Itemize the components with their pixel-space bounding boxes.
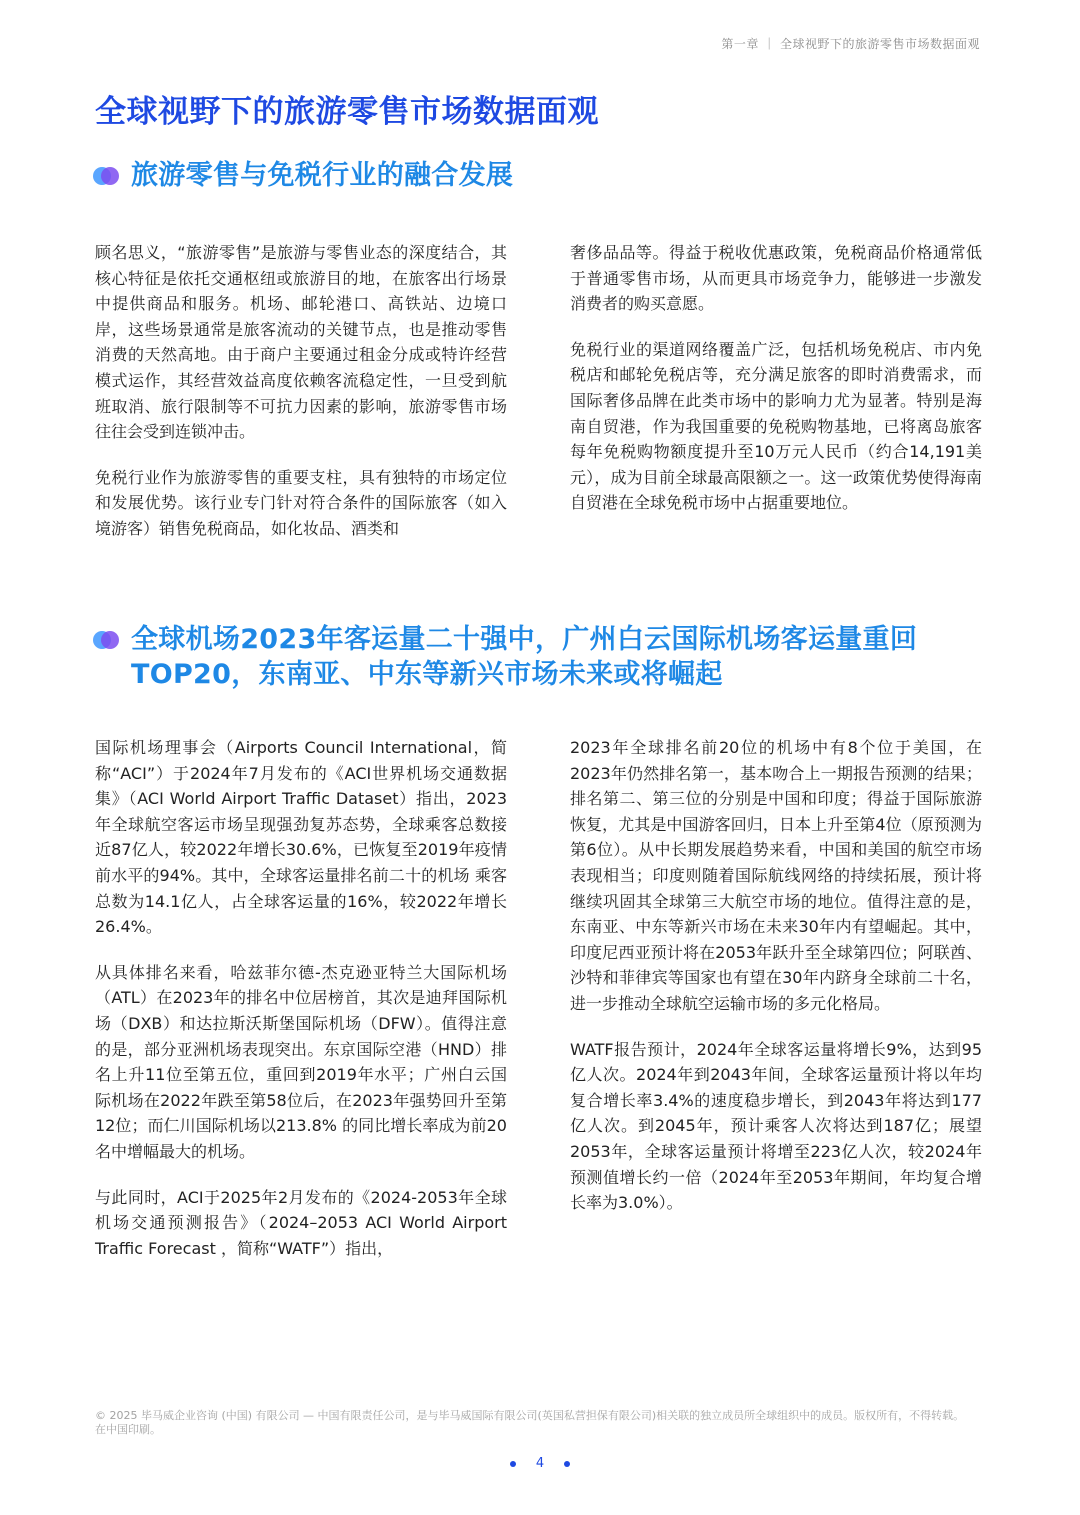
section-heading-text: 旅游零售与免税行业的融合发展 (131, 160, 514, 191)
pager-dot-icon (564, 1461, 570, 1467)
paragraph: 从具体排名来看，哈兹菲尔德-杰克逊亚特兰大国际机场（ATL）在2023年的排名中位居榜首，其次是迪拜国际机场（DXB）和达拉斯沃斯堡国际机场（DFW）。值得注意的是，部分亚洲机场表现突出。东京国际空港（HND）排名上升11位至第五位，重回到2019年水平；广州白云国际机场在2022年跌至第58位后，在2023年强势回升至第12位；而仁川国际机场以213.8% 的同比增长率成为前20名中增幅最大的机场。 (95, 962, 507, 1161)
section-bullet-icon (93, 628, 119, 652)
paragraph: 国际机场理事会（Airports Council International，简称“ACI”）于2024年7月发布的《ACI世界机场交通数据集》（ACI World Airport Traffic Dataset）指出，2023年全球航空客运市场呈现强劲复苏态势，全球乘客总数接近87亿人，较2022年增长30.6%，已恢复至2019年疫情前水平的94%。其中，全球客运量排名前二十的机场 乘客总数为14.1亿人，占全球客运量的16%，较2022年增长26.4%。 (95, 738, 507, 937)
paragraph: 免税行业的渠道网络覆盖广泛，包括机场免税店、市内免税店和邮轮免税店等，充分满足旅客的即时消费需求，而国际奢侈品牌在此类市场中的影响力尤为显著。特别是海南自贸港，作为我国重要的免税购物基地，已将离岛旅客每年免税购物额度提升至10万元人民币（约合14,191美元），成为目前全球最高限额之一。这一政策优势使得海南自贸港在全球免税市场中占据重要地位。 (570, 339, 982, 513)
footer-copyright: © 2025 毕马威企业咨询 (中国) 有限公司 — 中国有限责任公司，是与毕马威国际有限公司(英国私营担保有限公司)相关联的独立成员所全球组织中的成员。版权所有，不得转载。在中国印刷。 (95, 1409, 965, 1436)
section2-right-column (570, 735, 982, 1236)
paragraph: 顾名思义，“旅游零售”是旅游与零售业态的深度结合，其核心特征是依托交通枢纽或旅游目的地，在旅客出行场景中提供商品和服务。机场、邮轮港口、高铁站、边境口岸，这些场景通常是旅客流动的关键节点，也是推动零售消费的天然高地。由于商户主要通过租金分成或特许经营模式运作，其经营效益高度依赖客流稳定性，一旦受到航班取消、旅行限制等不可抗力因素的影响，旅游零售市场往往会受到连锁冲击。 (95, 243, 507, 442)
section-heading-airports (93, 622, 973, 692)
running-header: 第一章 ｜ 全球视野下的旅游零售市场数据面观 (721, 37, 980, 51)
pager-dot-icon (510, 1461, 516, 1467)
paragraph: 2023年全球排名前20位的机场中有8个位于美国，在2023年仍然排名第一，基本吻合上一期报告预测的结果；排名第二、第三位的分别是中国和印度；得益于国际旅游恢复，尤其是中国游客回归，日本上升至第4位（原预测为第6位）。从中长期发展趋势来看，中国和美国的航空市场表现相当；印度则随着国际航线网络的持续拓展，预计将继续巩固其全球第三大航空市场的地位。值得注意的是，东南亚、中东等新兴市场在未来30年内有望崛起。其中，印度尼西亚预计将在2053年跃升至全球第四位；阿联酋、沙特和菲律宾等国家也有望在30年内跻身全球前二十名，进一步推动全球航空运输市场的多元化格局。 (570, 738, 982, 1013)
page-title: 全球视野下的旅游零售市场数据面观 (95, 94, 599, 130)
section2-left-column (95, 735, 507, 1281)
paragraph: 免税行业作为旅游零售的重要支柱，具有独特的市场定位和发展优势。该行业专门针对符合条件的国际旅客（如入境游客）销售免税商品，如化妆品、酒类和 (95, 467, 507, 538)
section-bullet-icon (93, 164, 119, 188)
paragraph: 与此同时，ACI于2025年2月发布的《2024-2053年全球机场交通预测报告》（2024–2053 ACI World Airport Traffic Forecast ，简称“WATF”）指出， (95, 1187, 507, 1258)
paragraph: WATF报告预计，2024年全球客运量将增长9%，达到95亿人次。2024年到2043年间，全球客运量预计将以年均复合增长率3.4%的速度稳步增长，到2043年将达到177亿人次。到2045年，预计乘客人次将达到187亿；展望2053年，全球客运量预计将增至223亿人次，较2024年预测值增长约一倍（2024年至2053年期间，年均复合增长率为3.0%）。 (570, 1039, 982, 1213)
section1-left-column (95, 240, 507, 562)
section-heading-text (131, 622, 917, 692)
page-number-indicator (0, 1456, 1080, 1471)
paragraph: 奢侈品品等。得益于税收优惠政策，免税商品价格通常低于普通零售市场，从而更具市场竞争力，能够进一步激发消费者的购买意愿。 (570, 243, 982, 314)
section-heading-line1: 全球机场2023年客运量二十强中，广州白云国际机场客运量重回 (131, 624, 918, 655)
section1-right-column (570, 240, 982, 536)
section-heading-duty-free (93, 158, 973, 193)
page-number: 4 (535, 1456, 545, 1471)
section-heading-line2: TOP20，东南亚、中东等新兴市场未来或将崛起 (131, 659, 723, 690)
